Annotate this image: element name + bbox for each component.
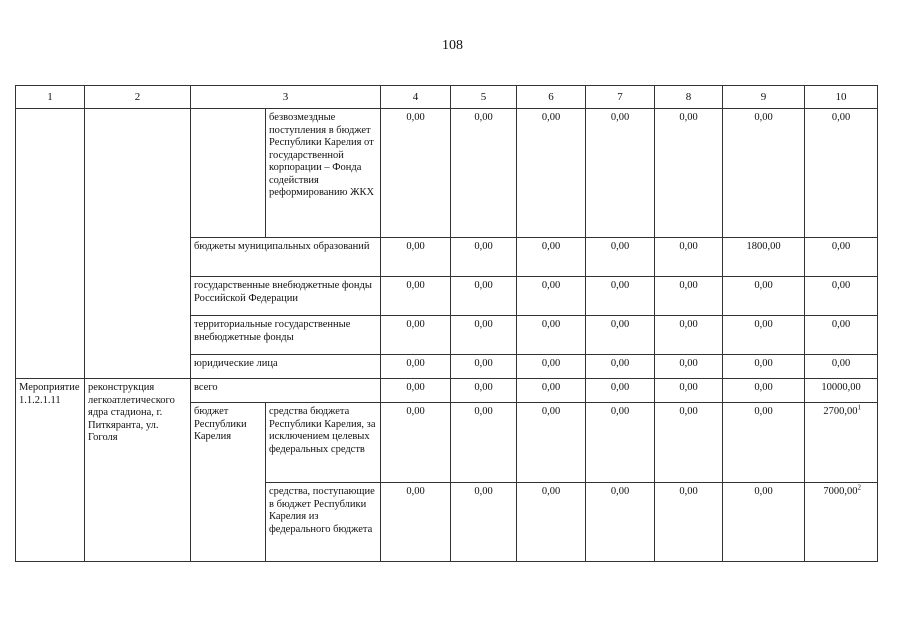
value-cell: 0,00 — [723, 379, 805, 403]
value-cell: 0,00 — [451, 238, 517, 277]
value-cell: 0,00 — [586, 316, 655, 355]
header-cell: 9 — [723, 86, 805, 109]
footnote-mark: 2 — [857, 483, 861, 492]
header-cell: 8 — [655, 86, 723, 109]
value-cell: 0,00 — [805, 109, 878, 238]
header-cell: 7 — [586, 86, 655, 109]
source-label: безвозмездные поступления в бюджет Республики Карелия от государственной корпорации – Фонда содействия реформированию ЖКХ — [266, 109, 381, 238]
value-cell: 0,00 — [723, 109, 805, 238]
value-cell: 0,00 — [381, 483, 451, 562]
value-cell: 0,00 — [586, 238, 655, 277]
source-label: бюджеты муниципальных образований — [191, 238, 381, 277]
value-cell: 0,00 — [586, 403, 655, 483]
empty-cell — [191, 109, 266, 238]
value-cell: 0,00 — [451, 277, 517, 316]
value-cell: 0,00 — [381, 379, 451, 403]
table-row — [16, 379, 878, 403]
page-number: 108 — [442, 38, 463, 53]
value-cell: 0,00 — [451, 403, 517, 483]
value-cell: 0,00 — [517, 316, 586, 355]
value-cell-footnoted — [805, 483, 878, 562]
value-cell: 0,00 — [451, 355, 517, 379]
measure-code: Мероприятие 1.1.2.1.11 — [16, 379, 85, 562]
header-cell: 6 — [517, 86, 586, 109]
value-cell: 0,00 — [517, 483, 586, 562]
value-cell: 0,00 — [586, 355, 655, 379]
value-cell: 0,00 — [586, 483, 655, 562]
value-cell: 0,00 — [655, 403, 723, 483]
value-cell: 0,00 — [655, 483, 723, 562]
budget-table — [15, 85, 878, 562]
source-label: всего — [191, 379, 381, 403]
source-label: государственные внебюджетные фонды Российской Федерации — [191, 277, 381, 316]
source-label: средства, поступающие в бюджет Республики Карелия из федерального бюджета — [266, 483, 381, 562]
value-cell: 0,00 — [451, 483, 517, 562]
budget-rk-label: бюджет Республики Карелия — [191, 403, 266, 562]
value-text: 2700,00 — [823, 406, 858, 417]
value-cell: 0,00 — [805, 277, 878, 316]
value-cell: 0,00 — [381, 238, 451, 277]
value-cell: 0,00 — [655, 238, 723, 277]
value-cell: 10000,00 — [805, 379, 878, 403]
header-cell: 10 — [805, 86, 878, 109]
value-cell: 0,00 — [381, 316, 451, 355]
table-row — [16, 109, 878, 238]
measure-name: реконструкция легкоатлетического ядра стадиона, г. Питкяранта, ул. Гоголя — [85, 379, 191, 562]
header-cell: 2 — [85, 86, 191, 109]
value-cell: 0,00 — [517, 109, 586, 238]
value-cell: 0,00 — [655, 109, 723, 238]
value-cell: 0,00 — [655, 316, 723, 355]
value-cell: 0,00 — [805, 316, 878, 355]
header-cell: 3 — [191, 86, 381, 109]
value-cell: 0,00 — [517, 277, 586, 316]
value-cell: 0,00 — [381, 109, 451, 238]
value-cell: 0,00 — [517, 355, 586, 379]
value-cell: 0,00 — [381, 277, 451, 316]
value-cell: 0,00 — [517, 403, 586, 483]
value-cell: 1800,00 — [723, 238, 805, 277]
header-cell: 4 — [381, 86, 451, 109]
value-cell: 0,00 — [451, 109, 517, 238]
value-cell: 0,00 — [805, 355, 878, 379]
value-cell: 0,00 — [723, 403, 805, 483]
value-cell: 0,00 — [586, 379, 655, 403]
value-cell: 0,00 — [723, 355, 805, 379]
value-cell: 0,00 — [655, 379, 723, 403]
value-cell: 0,00 — [451, 316, 517, 355]
value-cell: 0,00 — [655, 355, 723, 379]
source-label: средства бюджета Республики Карелия, за исключением целевых федеральных средств — [266, 403, 381, 483]
footnote-mark: 1 — [857, 403, 861, 412]
value-cell: 0,00 — [381, 403, 451, 483]
header-cell: 5 — [451, 86, 517, 109]
value-cell: 0,00 — [586, 277, 655, 316]
value-cell-footnoted — [805, 403, 878, 483]
value-cell: 0,00 — [723, 277, 805, 316]
empty-cell — [16, 109, 85, 379]
value-cell: 0,00 — [655, 277, 723, 316]
value-cell: 0,00 — [723, 483, 805, 562]
empty-cell — [85, 109, 191, 379]
value-cell: 0,00 — [723, 316, 805, 355]
header-row — [16, 86, 878, 109]
source-label: юридические лица — [191, 355, 381, 379]
value-cell: 0,00 — [517, 379, 586, 403]
header-cell: 1 — [16, 86, 85, 109]
value-text: 7000,00 — [823, 486, 858, 497]
value-cell: 0,00 — [586, 109, 655, 238]
source-label: территориальные государственные внебюджетные фонды — [191, 316, 381, 355]
value-cell: 0,00 — [451, 379, 517, 403]
value-cell: 0,00 — [805, 238, 878, 277]
value-cell: 0,00 — [381, 355, 451, 379]
value-cell: 0,00 — [517, 238, 586, 277]
